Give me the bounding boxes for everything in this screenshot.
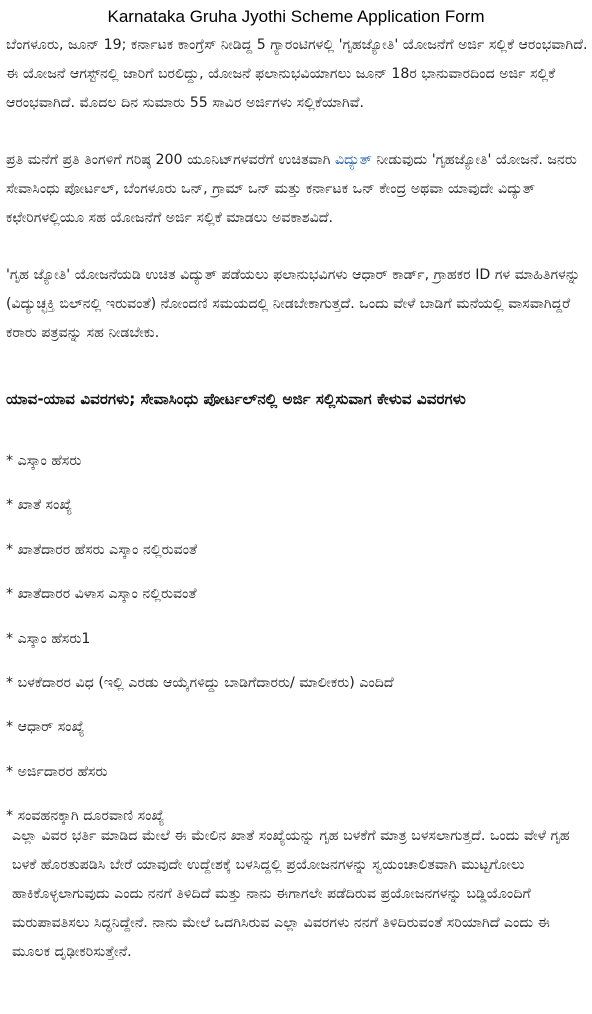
list-item: * ಎಸ್ಕಾಂ ಹೆಸರು1 — [6, 630, 91, 647]
list-item: * ಖಾತೆದಾರರ ಹೆಸರು ಎಸ್ಕಾಂ ನಲ್ಲಿರುವಂತೆ — [6, 541, 198, 558]
list-item: * ಅರ್ಜಿದಾರರ ಹೆಸರು — [6, 763, 108, 780]
scheme-paragraph — [6, 146, 588, 233]
list-item: * ಖಾತೆದಾರರ ವಿಳಾಸ ಎಸ್ಕಾಂ ನಲ್ಲಿರುವಂತೆ — [6, 586, 197, 603]
list-item: * ಖಾತೆ ಸಂಖ್ಯೆ — [6, 497, 73, 514]
list-item: * ಬಳಕೆದಾರರ ವಿಧ (ಇಲ್ಲಿ ಎರಡು ಆಯ್ಕೆಗಳಿದ್ದು ಬಾಡಿಗೆದಾರರು/ ಮಾಲೀಕರು) ಎಂದಿದೆ — [6, 674, 394, 691]
required-fields-list — [6, 447, 588, 847]
list-item: * ಎಸ್ಕಾಂ ಹೆಸರು — [6, 453, 82, 469]
electricity-link[interactable]: ವಿದ್ಯುತ್ — [335, 152, 372, 168]
declaration-paragraph: ಎಲ್ಲಾ ವಿವರ ಭರ್ತಿ ಮಾಡಿದ ಮೇಲೆ ಈ ಮೇಲಿನ ಖಾತೆ ಸಂಖ್ಯೆಯನ್ನು ಗೃಹ ಬಳಕೆಗೆ ಮಾತ್ರ ಬಳಸಲಾಗುತ್ತದೆ. ಒಂದು ವೇಳೆ ಗೃಹ ಬಳಕೆ ಹೊರತುಪಡಿಸಿ ಬೇರೆ ಯಾವುದೇ ಉದ್ದೇಶಕ್ಕೆ ಬಳಸಿದ್ದಲ್ಲಿ ಪ್ರಯೋಜನಗಳನ್ನು ಸ್ವಯಂಚಾಲಿತವಾಗಿ ಮುಟ್ಟಗೋಲು ಹಾಕಿಕೊಳ್ಳಲಾಗುವುದು ಎಂದು ನನಗೆ ತಿಳಿದಿದೆ ಮತ್ತು ನಾನು ಈಗಾಗಲೇ ಪಡೆದಿರುವ ಪ್ರಯೋಜನಗಳನ್ನು ಬಡ್ಡಿಯೊಂದಿಗೆ ಮರುಪಾವತಿಸಲು ಸಿದ್ಧನಿದ್ದೇನೆ. ನಾನು ಮೇಲೆ ಒದಗಿಸಿರುವ ಎಲ್ಲಾ ವಿವರಗಳು ನನಗೆ ತಿಳಿದಿರುವಂತೆ ಸರಿಯಾಗಿದೆ ಎಂದು ಈ ಮೂಲಕ ದೃಢೀಕರಿಸುತ್ತೇನೆ. — [12, 828, 570, 960]
scheme-text-end: ನೀಡುವುದು 'ಗೃಹಜ್ಯೋತಿ' ಯೋಜನೆ. ಜನರು ಸೇವಾಸಿಂಧು ಪೋರ್ಟಲ್, ಬೆಂಗಳೂರು ಒನ್, ಗ್ರಾಮ್ ಒನ್ ಮತ್ತು ಕರ್ನಾಟಕ ಒನ್ ಕೇಂದ್ರ ಅಥವಾ ಯಾವುದೇ ವಿದ್ಯುತ್ ಕಛೇರಿಗಳಲ್ಲಿಯೂ ಸಹ ಯೋಜನೆಗೆ ಅರ್ಜಿ ಸಲ್ಲಿಕೆ ಮಾಡಲು ಅವಕಾಶವಿದೆ. — [6, 152, 577, 226]
page-title: Karnataka Gruha Jyothi Scheme Application Form — [107, 7, 485, 26]
documents-paragraph: 'ಗೃಹ ಜ್ಯೋತಿ' ಯೋಜನೆಯಡಿ ಉಚಿತ ವಿದ್ಯುತ್ ಪಡೆಯಲು ಫಲಾನುಭವಿಗಳು ಆಧಾರ್ ಕಾರ್ಡ್, ಗ್ರಾಹಕರ ID ಗಳ ಮಾಹಿತಿಗಳನ್ನು (ವಿದ್ಯುಚ್ಛಕ್ತಿ ಬಿಲ್‌ನಲ್ಲಿ ಇರುವಂತೆ) ನೋಂದಣಿ ಸಮಯದಲ್ಲಿ ನೀಡಬೇಕಾಗುತ್ತದೆ. ಒಂದು ವೇಳೆ ಬಾಡಿಗೆ ಮನೆಯಲ್ಲಿ ವಾಸವಾಗಿದ್ದರೆ ಕರಾರು ಪತ್ರವನ್ನು ಸಹ ನೀಡಬೇಕು. — [6, 267, 581, 341]
list-item: * ಆಧಾರ್ ಸಂಖ್ಯೆ — [6, 719, 85, 736]
intro-paragraph: ಬೆಂಗಳೂರು, ಜೂನ್ 19; ಕರ್ನಾಟಕ ಕಾಂಗ್ರೆಸ್ ನೀಡಿದ್ದ 5 ಗ್ಯಾರಂಟಿಗಳಲ್ಲಿ 'ಗೃಹಜ್ಯೋತಿ' ಯೋಜನೆಗೆ ಅರ್ಜಿ ಸಲ್ಲಿಕೆ ಆರಂಭವಾಗಿದೆ. ಈ ಯೋಜನೆ ಆಗಸ್ಟ್‌ನಲ್ಲಿ ಜಾರಿಗೆ ಬರಲಿದ್ದು, ಯೋಜನೆ ಫಲಾನುಭವಿಯಾಗಲು ಜೂನ್ 18ರ ಭಾನುವಾರದಿಂದ ಅರ್ಜಿ ಸಲ್ಲಿಕೆ ಆರಂಭವಾಗಿದೆ. ಮೊದಲ ದಿನ ಸುಮಾರು 55 ಸಾವಿರ ಅರ್ಜಿಗಳು ಸಲ್ಲಿಕೆಯಾಗಿವೆ. — [6, 37, 588, 111]
details-heading: ಯಾವ-ಯಾವ ವಿವರಗಳು; ಸೇವಾಸಿಂಧು ಪೋರ್ಟಲ್‌ನಲ್ಲಿ ಅರ್ಜಿ ಸಲ್ಲಿಸುವಾಗ ಕೇಳುವ ವಿವರಗಳು — [6, 390, 466, 408]
list-item: * ಸಂವಹನಕ್ಕಾಗಿ ದೂರವಾಣಿ ಸಂಖ್ಯೆ — [6, 808, 165, 825]
scheme-text-start: ಪ್ರತಿ ಮನೆಗೆ ಪ್ರತಿ ತಿಂಗಳಿಗೆ ಗರಿಷ್ಠ 200 ಯೂನಿಟ್‌ಗಳವರೆಗೆ ಉಚಿತವಾಗಿ — [6, 152, 335, 168]
